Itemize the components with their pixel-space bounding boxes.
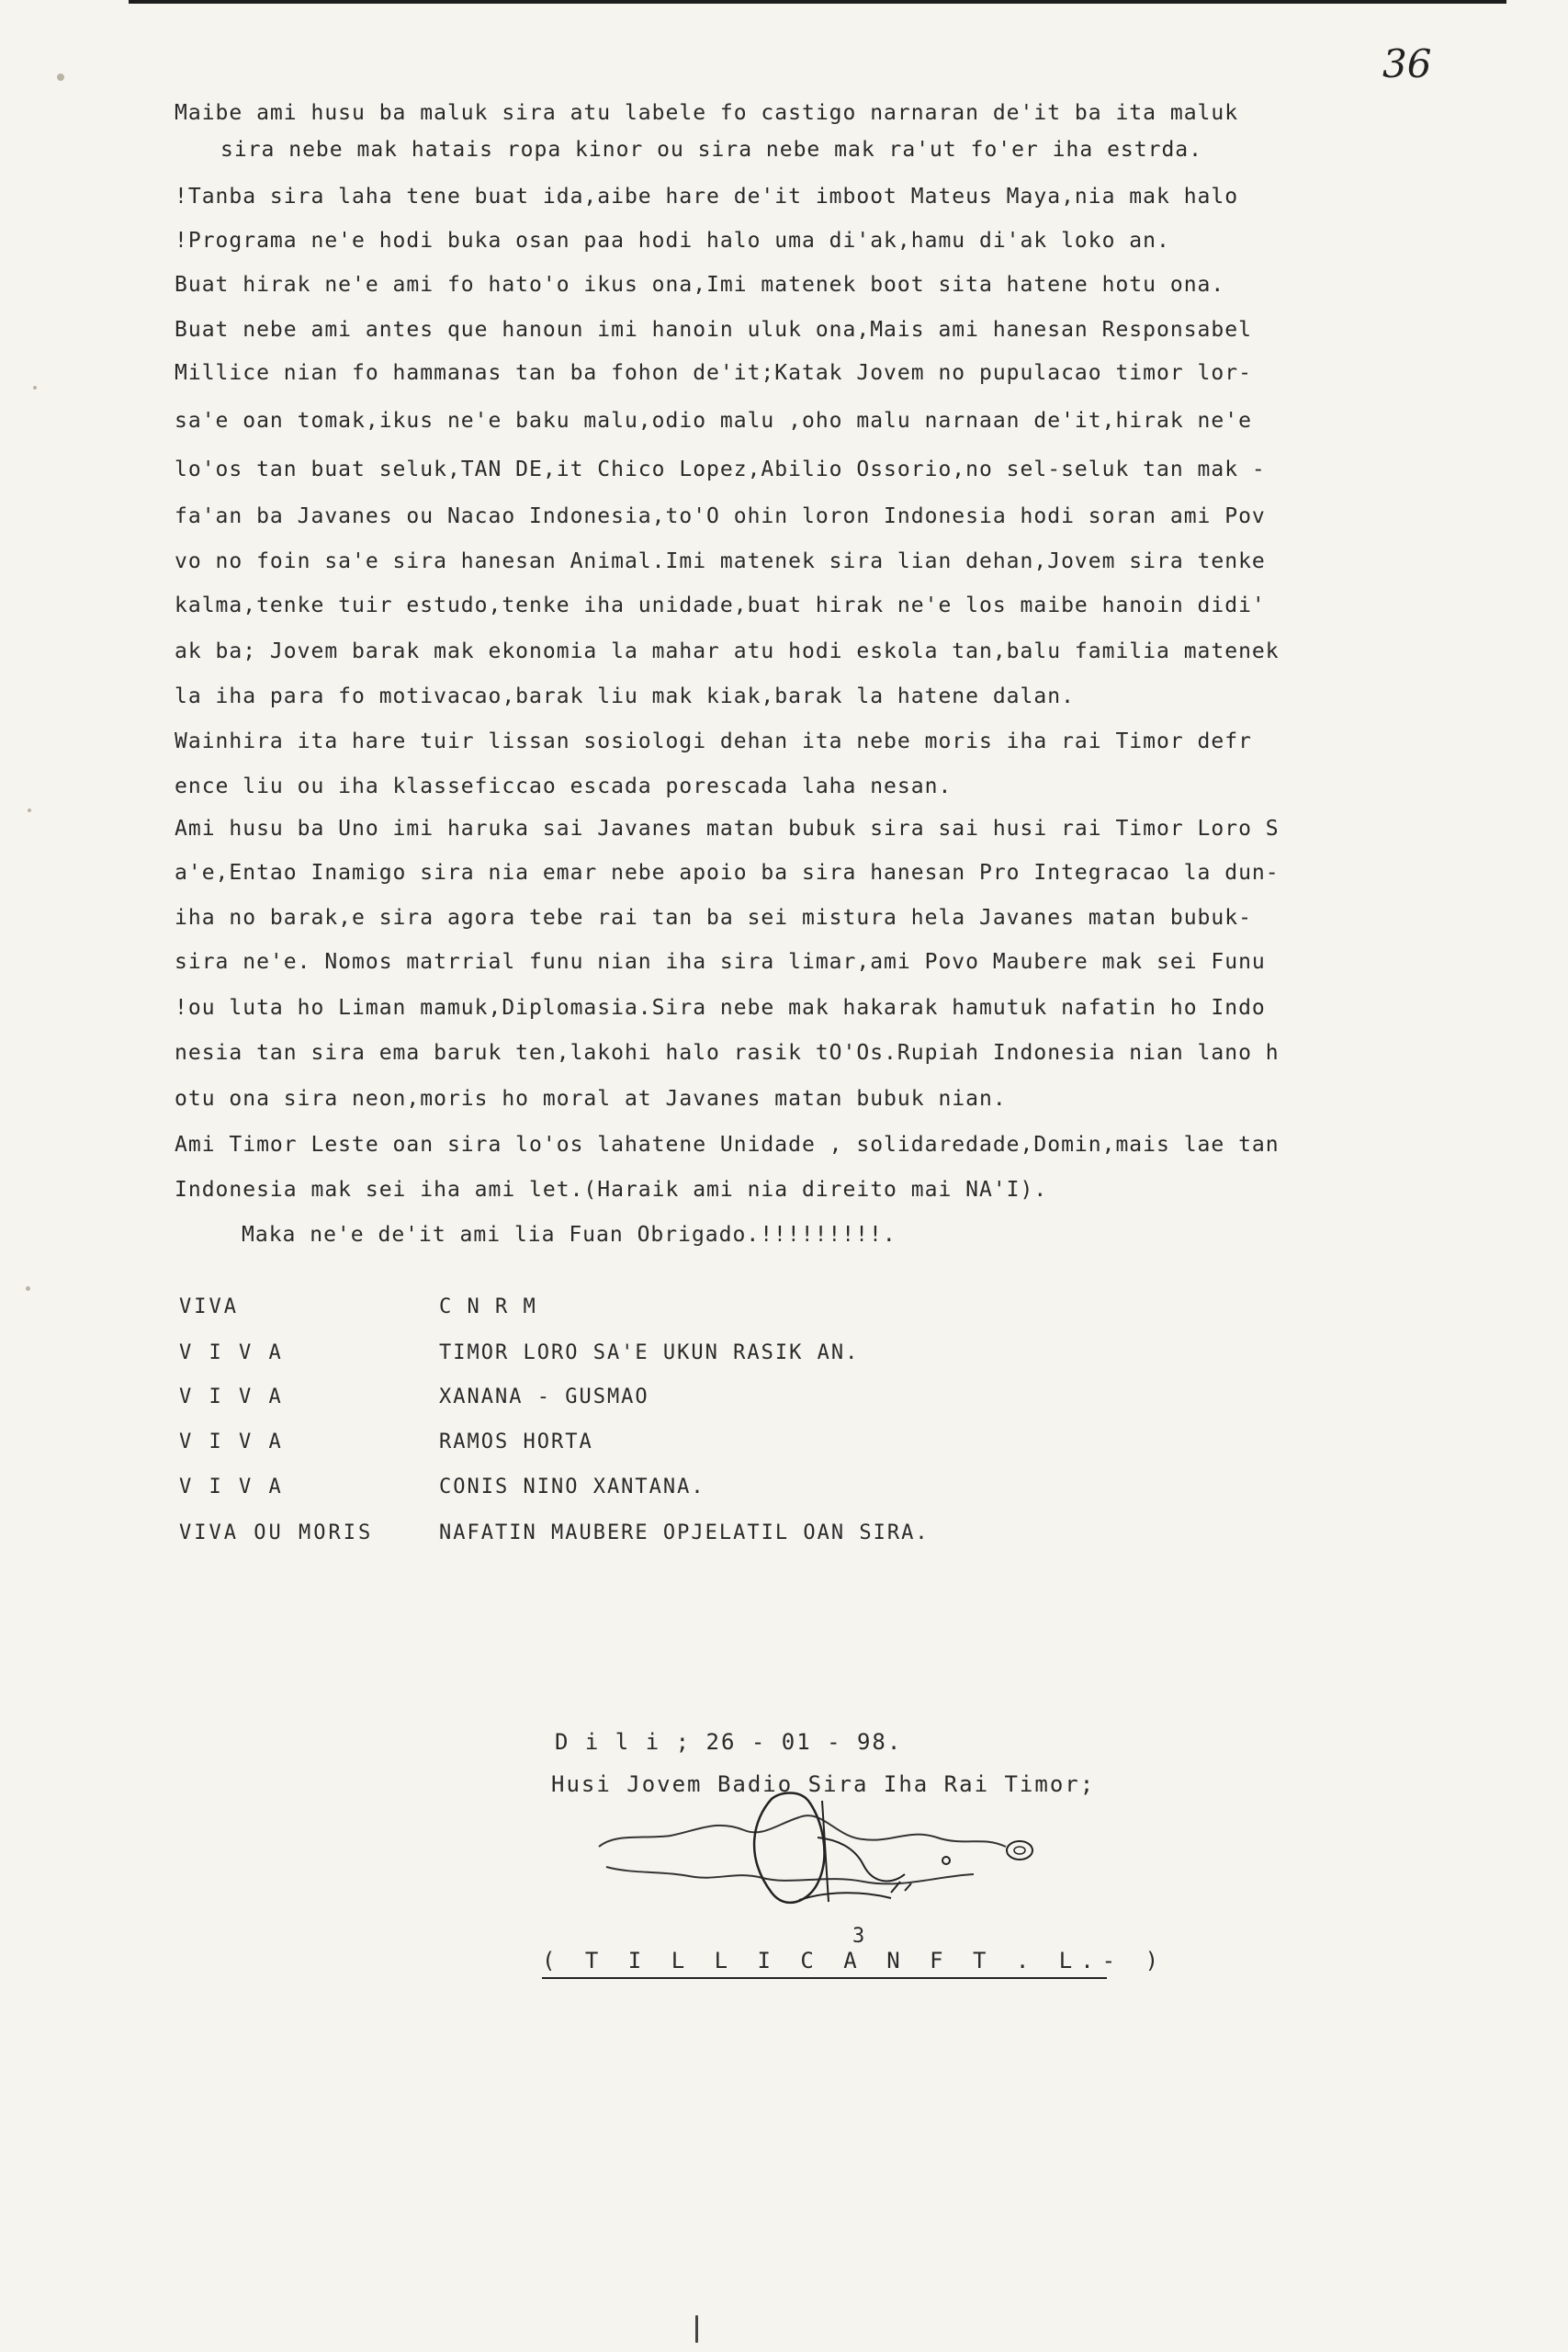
body-line: Maibe ami husu ba maluk sira atu labele fo castigo narnaran de'it ba ita maluk: [175, 101, 1239, 125]
signature-underline: [542, 1977, 1107, 1979]
body-line: Indonesia mak sei iha ami let.(Haraik ami nia direito mai NA'I).: [175, 1178, 1048, 1202]
signatory-name: ( T I L L I C A N F T . L.- ): [542, 1948, 1168, 1973]
paper-mark: [695, 2315, 698, 2343]
top-border: [129, 0, 1506, 4]
body-line: sira ne'e. Nomos matrrial funu nian iha sira limar,ami Povo Maubere mak sei Funu: [175, 950, 1266, 974]
body-line: sira nebe mak hatais ropa kinor ou sira nebe mak ra'ut fo'er iha estrda.: [220, 138, 1202, 162]
body-line: !Tanba sira laha tene buat ida,aibe hare de'it imboot Mateus Maya,nia mak halo: [175, 185, 1239, 209]
viva-value: NAFATIN MAUBERE OPJELATIL OAN SIRA.: [439, 1521, 930, 1544]
viva-label: VIVA: [179, 1295, 239, 1318]
viva-value: XANANA - GUSMAO: [439, 1385, 649, 1408]
page-number: 36: [1382, 41, 1432, 86]
viva-label: VIVA OU MORIS: [179, 1521, 374, 1544]
viva-label: V I V A: [179, 1341, 284, 1364]
paper-speck: [57, 74, 64, 81]
body-line: nesia tan sira ema baruk ten,lakohi halo rasik tO'Os.Rupiah Indonesia nian lano h: [175, 1041, 1280, 1065]
paper-speck: [26, 1286, 30, 1291]
viva-label: V I V A: [179, 1385, 284, 1408]
body-line: otu ona sira neon,moris ho moral at Javanes matan bubuk nian.: [175, 1087, 1007, 1111]
body-line: kalma,tenke tuir estudo,tenke iha unidade,buat hirak ne'e los maibe hanoin didi': [175, 594, 1266, 617]
viva-value: CONIS NINO XANTANA.: [439, 1476, 705, 1498]
body-line: a'e,Entao Inamigo sira nia emar nebe apoio ba sira hanesan Pro Integracao la dun-: [175, 861, 1280, 885]
body-line: Wainhira ita hare tuir lissan sosiologi dehan ita nebe moris iha rai Timor defr: [175, 729, 1252, 753]
viva-label: V I V A: [179, 1476, 284, 1498]
body-line: la iha para fo motivacao,barak liu mak kiak,barak la hatene dalan.: [175, 684, 1075, 708]
body-line: Ami Timor Leste oan sira lo'os lahatene Unidade , solidaredade,Domin,mais lae tan: [175, 1133, 1280, 1157]
viva-label: V I V A: [179, 1430, 284, 1453]
body-line: !Programa ne'e hodi buka osan paa hodi halo uma di'ak,hamu di'ak loko an.: [175, 229, 1170, 253]
body-line: fa'an ba Javanes ou Nacao Indonesia,to'O ohin loron Indonesia hodi soran ami Pov: [175, 504, 1266, 528]
body-line: Ami husu ba Uno imi haruka sai Javanes matan bubuk sira sai husi rai Timor Loro S: [175, 817, 1280, 841]
signature-drawing: [588, 1782, 1056, 1939]
body-line: ak ba; Jovem barak mak ekonomia la mahar atu hodi eskola tan,balu familia matenek: [175, 639, 1280, 663]
signature-from: Husi Jovem Badio Sira Iha Rai Timor;: [551, 1771, 1096, 1797]
page-mark: 3: [852, 1925, 865, 1948]
viva-value: C N R M: [439, 1295, 537, 1318]
body-line: sa'e oan tomak,ikus ne'e baku malu,odio malu ,oho malu narnaan de'it,hirak ne'e: [175, 409, 1252, 433]
signature-date: D i l i ; 26 - 01 - 98.: [555, 1729, 903, 1755]
body-line: Buat nebe ami antes que hanoun imi hanoin uluk ona,Mais ami hanesan Responsabel: [175, 318, 1252, 342]
paper-speck: [28, 808, 31, 812]
body-line: !ou luta ho Liman mamuk,Diplomasia.Sira nebe mak hakarak hamutuk nafatin ho Indo: [175, 996, 1266, 1020]
body-line: lo'os tan buat seluk,TAN DE,it Chico Lopez,Abilio Ossorio,no sel-seluk tan mak -: [175, 458, 1266, 481]
body-line: Millice nian fo hammanas tan ba fohon de'it;Katak Jovem no pupulacao timor lor-: [175, 361, 1252, 385]
closing-line: Maka ne'e de'it ami lia Fuan Obrigado.!!!!!!!!!.: [242, 1223, 897, 1247]
body-line: vo no foin sa'e sira hanesan Animal.Imi matenek sira lian dehan,Jovem sira tenke: [175, 549, 1266, 573]
body-line: ence liu ou iha klasseficcao escada porescada laha nesan.: [175, 775, 953, 798]
body-line: iha no barak,e sira agora tebe rai tan ba sei mistura hela Javanes matan bubuk-: [175, 906, 1252, 930]
paper-speck: [33, 386, 37, 390]
viva-value: TIMOR LORO SA'E UKUN RASIK AN.: [439, 1341, 860, 1364]
viva-value: RAMOS HORTA: [439, 1430, 593, 1453]
body-line: Buat hirak ne'e ami fo hato'o ikus ona,Imi matenek boot sita hatene hotu ona.: [175, 273, 1225, 297]
